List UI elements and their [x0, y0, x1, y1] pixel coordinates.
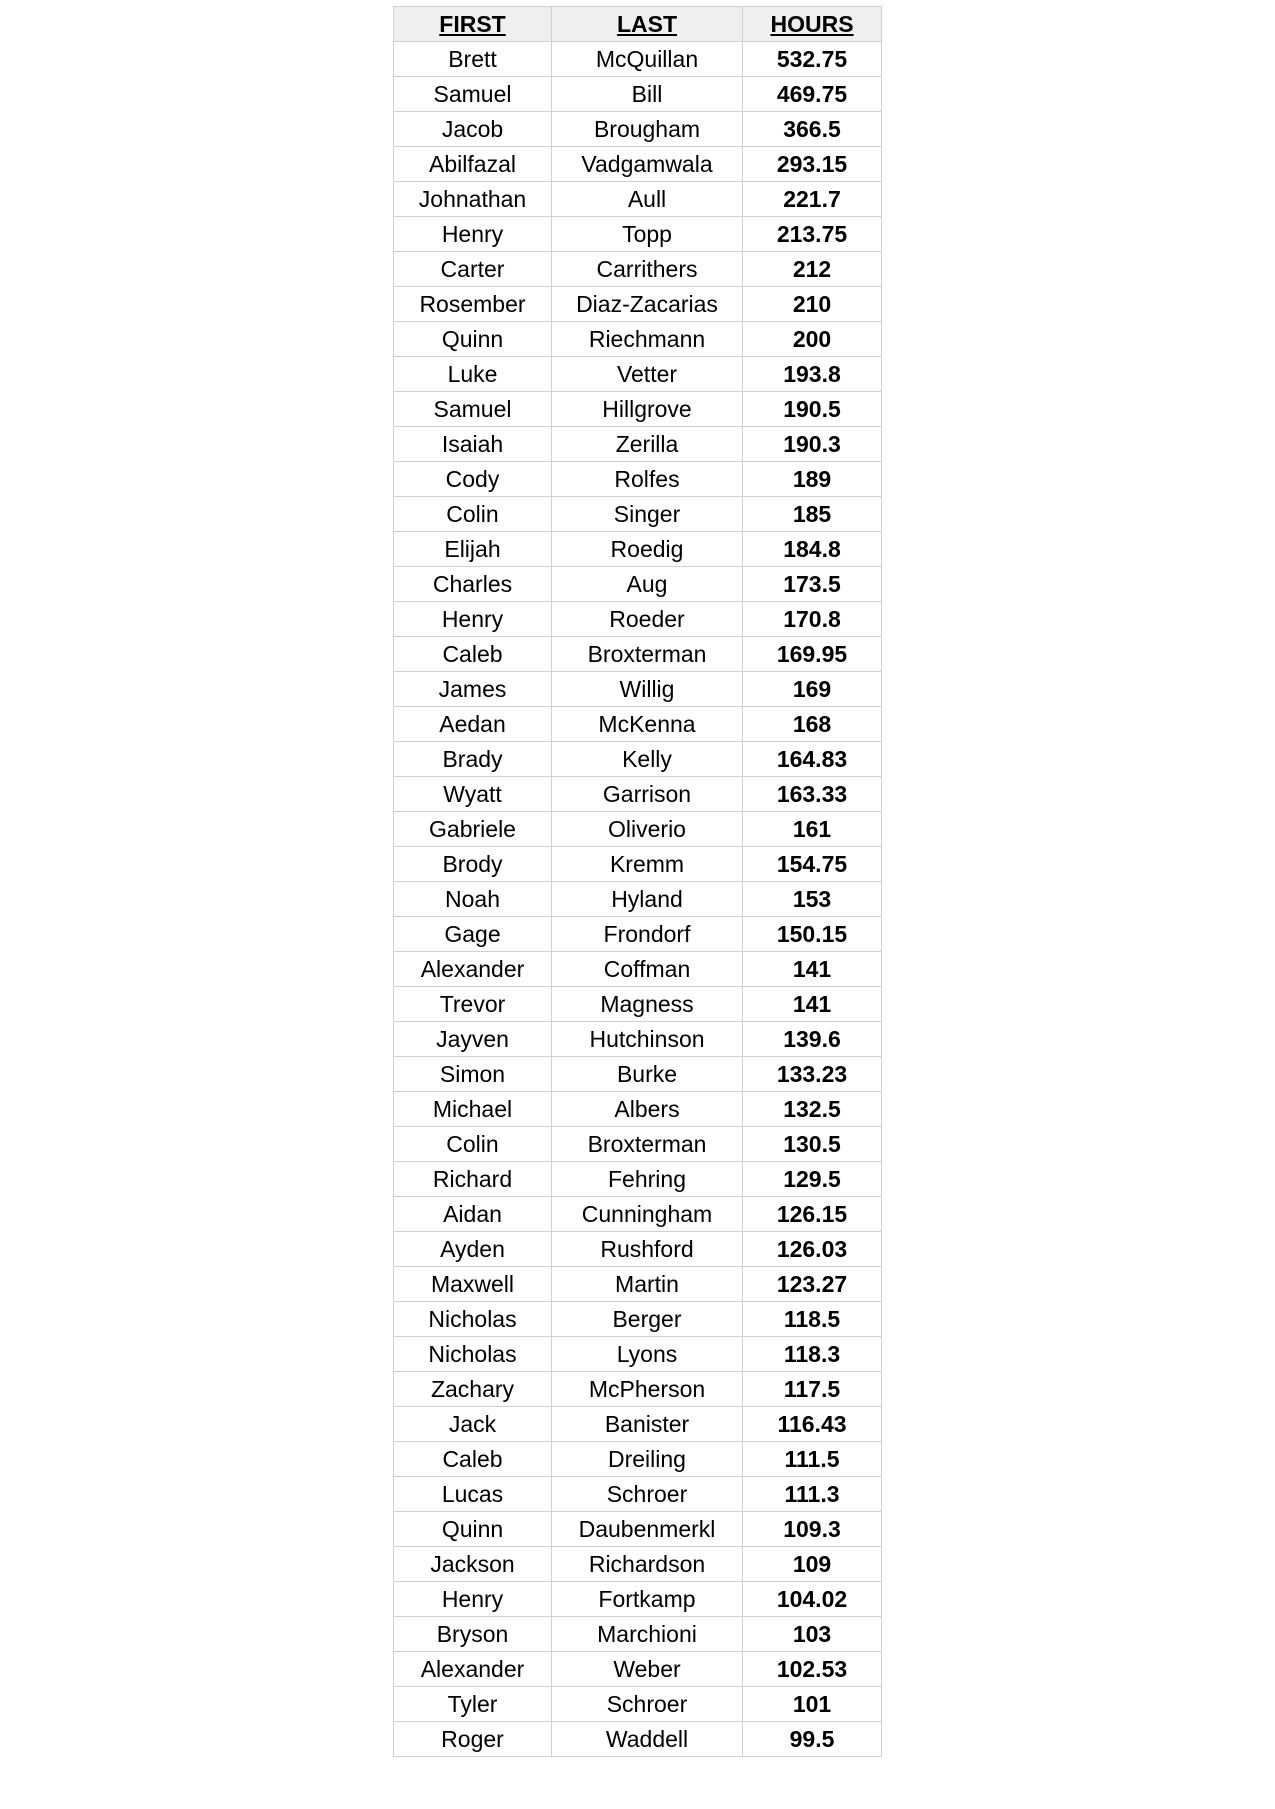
hours-cell: 123.27 [743, 1267, 882, 1302]
hours-cell: 190.5 [743, 392, 882, 427]
last-name-cell: Broxterman [552, 637, 743, 672]
last-name-cell: Frondorf [552, 917, 743, 952]
hours-cell: 173.5 [743, 567, 882, 602]
first-name-cell: James [394, 672, 552, 707]
first-name-cell: Bryson [394, 1617, 552, 1652]
last-name-cell: Kremm [552, 847, 743, 882]
hours-cell: 109 [743, 1547, 882, 1582]
hours-cell: 169 [743, 672, 882, 707]
hours-cell: 101 [743, 1687, 882, 1722]
table-row [394, 182, 882, 217]
first-name-cell: Cody [394, 462, 552, 497]
first-name-cell: Elijah [394, 532, 552, 567]
first-name-cell: Quinn [394, 322, 552, 357]
last-name-cell: Topp [552, 217, 743, 252]
hours-cell: 213.75 [743, 217, 882, 252]
last-name-cell: Daubenmerkl [552, 1512, 743, 1547]
hours-cell: 212 [743, 252, 882, 287]
hours-cell: 104.02 [743, 1582, 882, 1617]
table-row [394, 917, 882, 952]
first-name-cell: Caleb [394, 637, 552, 672]
hours-cell: 139.6 [743, 1022, 882, 1057]
last-name-cell: Schroer [552, 1687, 743, 1722]
last-name-cell: Roedig [552, 532, 743, 567]
last-name-cell: Cunningham [552, 1197, 743, 1232]
first-name-cell: Samuel [394, 392, 552, 427]
table-row [394, 147, 882, 182]
first-name-cell: Brody [394, 847, 552, 882]
table-row [394, 497, 882, 532]
table-row [394, 322, 882, 357]
first-name-cell: Aedan [394, 707, 552, 742]
last-name-cell: Weber [552, 1652, 743, 1687]
first-name-cell: Abilfazal [394, 147, 552, 182]
last-name-cell: McPherson [552, 1372, 743, 1407]
hours-cell: 111.5 [743, 1442, 882, 1477]
last-name-cell: Lyons [552, 1337, 743, 1372]
hours-cell: 170.8 [743, 602, 882, 637]
table-row [394, 1652, 882, 1687]
first-name-cell: Nicholas [394, 1302, 552, 1337]
table-body [394, 42, 882, 1757]
hours-cell: 126.03 [743, 1232, 882, 1267]
hours-cell: 118.5 [743, 1302, 882, 1337]
hours-cell: 210 [743, 287, 882, 322]
table-row [394, 1547, 882, 1582]
last-name-cell: McKenna [552, 707, 743, 742]
hours-cell: 154.75 [743, 847, 882, 882]
table-row [394, 1232, 882, 1267]
table-row [394, 217, 882, 252]
first-name-cell: Tyler [394, 1687, 552, 1722]
table-row [394, 427, 882, 462]
hours-cell: 366.5 [743, 112, 882, 147]
first-name-cell: Gabriele [394, 812, 552, 847]
table-row [394, 42, 882, 77]
last-name-cell: Oliverio [552, 812, 743, 847]
first-name-cell: Henry [394, 217, 552, 252]
hours-cell: 221.7 [743, 182, 882, 217]
hours-cell: 109.3 [743, 1512, 882, 1547]
hours-cell: 164.83 [743, 742, 882, 777]
table-row [394, 1407, 882, 1442]
table-row [394, 287, 882, 322]
last-name-cell: Garrison [552, 777, 743, 812]
first-name-cell: Lucas [394, 1477, 552, 1512]
first-name-cell: Charles [394, 567, 552, 602]
table-row [394, 1022, 882, 1057]
table-row [394, 1057, 882, 1092]
hours-cell: 99.5 [743, 1722, 882, 1757]
last-name-cell: Hyland [552, 882, 743, 917]
hours-cell: 163.33 [743, 777, 882, 812]
table-row [394, 602, 882, 637]
first-name-cell: Jackson [394, 1547, 552, 1582]
last-name-cell: Magness [552, 987, 743, 1022]
table-row [394, 637, 882, 672]
last-name-cell: Berger [552, 1302, 743, 1337]
table-row [394, 847, 882, 882]
last-name-cell: Richardson [552, 1547, 743, 1582]
first-name-cell: Colin [394, 1127, 552, 1162]
table-row [394, 77, 882, 112]
hours-cell: 200 [743, 322, 882, 357]
last-name-cell: Bill [552, 77, 743, 112]
table-row [394, 1267, 882, 1302]
table-row [394, 1722, 882, 1757]
first-name-cell: Jack [394, 1407, 552, 1442]
first-name-cell: Carter [394, 252, 552, 287]
hours-cell: 153 [743, 882, 882, 917]
hours-cell: 117.5 [743, 1372, 882, 1407]
table-row [394, 1582, 882, 1617]
last-name-cell: Marchioni [552, 1617, 743, 1652]
table-row [394, 882, 882, 917]
hours-cell: 193.8 [743, 357, 882, 392]
first-name-cell: Ayden [394, 1232, 552, 1267]
last-name-cell: Brougham [552, 112, 743, 147]
hours-cell: 141 [743, 952, 882, 987]
first-name-cell: Zachary [394, 1372, 552, 1407]
table-row [394, 1687, 882, 1722]
hours-cell: 190.3 [743, 427, 882, 462]
first-name-cell: Noah [394, 882, 552, 917]
table-row [394, 1092, 882, 1127]
first-name-cell: Nicholas [394, 1337, 552, 1372]
table-row [394, 567, 882, 602]
first-name-cell: Aidan [394, 1197, 552, 1232]
hours-cell: 185 [743, 497, 882, 532]
hours-cell: 132.5 [743, 1092, 882, 1127]
table-row [394, 1162, 882, 1197]
hours-cell: 102.53 [743, 1652, 882, 1687]
first-name-cell: Quinn [394, 1512, 552, 1547]
table-row [394, 742, 882, 777]
last-name-cell: Dreiling [552, 1442, 743, 1477]
table-row [394, 1372, 882, 1407]
table-row [394, 112, 882, 147]
table-row [394, 707, 882, 742]
first-name-cell: Alexander [394, 1652, 552, 1687]
first-name-cell: Gage [394, 917, 552, 952]
last-name-cell: Rushford [552, 1232, 743, 1267]
last-name-cell: Vadgamwala [552, 147, 743, 182]
first-name-cell: Brady [394, 742, 552, 777]
table-row [394, 1617, 882, 1652]
first-name-cell: Henry [394, 602, 552, 637]
last-name-cell: Coffman [552, 952, 743, 987]
table-row [394, 952, 882, 987]
last-name-cell: Diaz-Zacarias [552, 287, 743, 322]
table-row [394, 672, 882, 707]
table-row [394, 252, 882, 287]
hours-cell: 161 [743, 812, 882, 847]
last-name-cell: Kelly [552, 742, 743, 777]
first-name-cell: Alexander [394, 952, 552, 987]
table-row [394, 462, 882, 497]
last-name-cell: Riechmann [552, 322, 743, 357]
first-name-cell: Samuel [394, 77, 552, 112]
first-name-cell: Wyatt [394, 777, 552, 812]
hours-cell: 168 [743, 707, 882, 742]
table-row [394, 1197, 882, 1232]
last-name-cell: McQuillan [552, 42, 743, 77]
first-name-cell: Jayven [394, 1022, 552, 1057]
last-name-cell: Hillgrove [552, 392, 743, 427]
first-name-cell: Trevor [394, 987, 552, 1022]
hours-cell: 116.43 [743, 1407, 882, 1442]
hours-cell: 532.75 [743, 42, 882, 77]
hours-cell: 469.75 [743, 77, 882, 112]
hours-cell: 141 [743, 987, 882, 1022]
first-name-cell: Maxwell [394, 1267, 552, 1302]
last-name-cell: Carrithers [552, 252, 743, 287]
hours-cell: 126.15 [743, 1197, 882, 1232]
first-name-cell: Roger [394, 1722, 552, 1757]
header-last: LAST [552, 7, 743, 42]
header-first: FIRST [394, 7, 552, 42]
last-name-cell: Singer [552, 497, 743, 532]
last-name-cell: Broxterman [552, 1127, 743, 1162]
first-name-cell: Simon [394, 1057, 552, 1092]
last-name-cell: Aug [552, 567, 743, 602]
last-name-cell: Fortkamp [552, 1582, 743, 1617]
hours-cell: 189 [743, 462, 882, 497]
last-name-cell: Aull [552, 182, 743, 217]
last-name-cell: Albers [552, 1092, 743, 1127]
first-name-cell: Rosember [394, 287, 552, 322]
first-name-cell: Brett [394, 42, 552, 77]
table-row [394, 1337, 882, 1372]
hours-cell: 129.5 [743, 1162, 882, 1197]
table-row [394, 1442, 882, 1477]
last-name-cell: Burke [552, 1057, 743, 1092]
table-row [394, 1127, 882, 1162]
hours-cell: 133.23 [743, 1057, 882, 1092]
header-row [394, 7, 882, 42]
hours-cell: 184.8 [743, 532, 882, 567]
last-name-cell: Martin [552, 1267, 743, 1302]
table-row [394, 357, 882, 392]
last-name-cell: Hutchinson [552, 1022, 743, 1057]
table-row [394, 987, 882, 1022]
hours-cell: 130.5 [743, 1127, 882, 1162]
hours-cell: 103 [743, 1617, 882, 1652]
table-row [394, 392, 882, 427]
first-name-cell: Colin [394, 497, 552, 532]
table-row [394, 532, 882, 567]
first-name-cell: Jacob [394, 112, 552, 147]
first-name-cell: Michael [394, 1092, 552, 1127]
first-name-cell: Isaiah [394, 427, 552, 462]
hours-cell: 111.3 [743, 1477, 882, 1512]
last-name-cell: Fehring [552, 1162, 743, 1197]
last-name-cell: Vetter [552, 357, 743, 392]
table-row [394, 1302, 882, 1337]
first-name-cell: Richard [394, 1162, 552, 1197]
header-hours: HOURS [743, 7, 882, 42]
hours-cell: 293.15 [743, 147, 882, 182]
table-row [394, 1512, 882, 1547]
last-name-cell: Banister [552, 1407, 743, 1442]
last-name-cell: Schroer [552, 1477, 743, 1512]
last-name-cell: Roeder [552, 602, 743, 637]
last-name-cell: Willig [552, 672, 743, 707]
first-name-cell: Luke [394, 357, 552, 392]
first-name-cell: Johnathan [394, 182, 552, 217]
hours-table [393, 6, 882, 1757]
hours-cell: 118.3 [743, 1337, 882, 1372]
table-row [394, 1477, 882, 1512]
hours-cell: 150.15 [743, 917, 882, 952]
first-name-cell: Caleb [394, 1442, 552, 1477]
table-row [394, 812, 882, 847]
last-name-cell: Zerilla [552, 427, 743, 462]
table-row [394, 777, 882, 812]
first-name-cell: Henry [394, 1582, 552, 1617]
last-name-cell: Waddell [552, 1722, 743, 1757]
hours-cell: 169.95 [743, 637, 882, 672]
last-name-cell: Rolfes [552, 462, 743, 497]
